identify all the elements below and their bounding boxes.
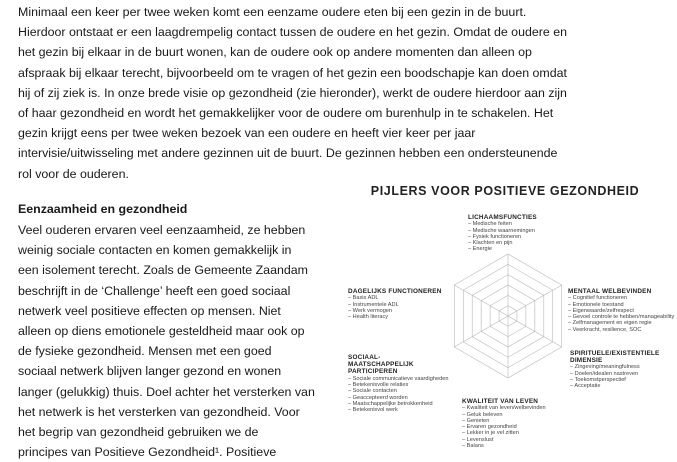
pillar-item: – Gevoel controle te hebben/manageability [568,314,675,321]
pillar-spirituele-dimensie [570,350,662,390]
pillar-title: SOCIAAL- MAATSCHAPPELIJK PARTICIPEREN [348,354,414,376]
pillar-sociaal-maatschappelijk [348,354,448,413]
pillar-title: KWALITEIT VAN LEVEN [462,398,539,405]
intro-line: afspraak bij elkaar terecht, bijvoorbeeld om te vragen of het gezin een boodschapje kan doen omdat [18,65,567,80]
pillar-item: – Geluk beleven [462,411,503,418]
figure-title: PIJLERS VOOR POSITIEVE GEZONDHEID [370,184,640,198]
section-paragraph [18,220,338,462]
pillar-item: – Energie [468,246,492,253]
section-line: principes van Positieve Gezondheid¹. Positieve [18,445,277,460]
pillar-item: – Instrumentele ADL [348,301,399,308]
pillar-item: – Emotionele toestand [568,301,624,308]
section-line: het netwerk is het versterken van gezondheid. Voor [18,404,300,419]
positive-health-figure [340,178,675,462]
intro-line: Minimaal een keer per twee weken komt een eenzame oudere eten bij een gezin in de buurt. [18,5,527,19]
intro-line: Hierdoor ontstaat er een laagdrempelig contact tussen de oudere en het gezin. Omdat de oudere en [18,25,567,40]
section-line: de fysieke gezondheid. Mensen met een goed [18,344,272,359]
pillar-item: – Acceptatie [570,383,601,390]
pillar-item: – Betekenisvolle relaties [348,381,409,388]
section-line: langer (gelukkig) thuis. Doel achter het versterken van [18,384,315,399]
intro-line: het gezin bij elkaar in de buurt wonen, kan de oudere ook op andere momenten dan alleen op [18,45,532,60]
pillar-item: – Klachten en pijn [468,240,513,247]
pillar-item: – Sociale contacten [348,388,397,395]
section-line: netwerk veel positieve effecten op mensen. Niet [18,303,281,318]
section-line: beschrijft in de ‘Challenge’ heeft een goed sociaal [18,283,291,298]
pillar-item: – Basis ADL [348,295,379,302]
intro-line: rol voor de ouderen. [18,166,129,181]
pillar-item: – Maatschappelijke betrokkenheid [348,400,433,407]
pillar-kwaliteit-van-leven [462,398,546,449]
pillar-item: – Geaccepteerd worden [348,394,408,401]
intro-line: gezin krijgt eens per twee weken bezoek van een oudere en heeft vier keer per jaar [18,126,476,141]
pillar-item: – Doelen/idealen nastreven [570,370,639,377]
pillar-item: – Medische feiten [468,221,512,228]
pillar-item: – Cognitief functioneren [568,295,628,302]
pillar-item: – Sociale communicatieve vaardigheden [348,375,449,382]
intro-line: hij of zij ziek is. In onze brede visie op gezondheid (zie hieronder), werkt de oudere hierdoor aan zijn [18,85,567,100]
pillar-dagelijks-functioneren [348,288,442,320]
intro-line: intervisie/uitwisseling met andere gezinnen uit de buurt. De gezinnen hebben een ondersteunende [18,146,558,161]
pillar-item: – Ervaren gezondheid [462,424,517,431]
pillar-item: – Genieten [462,417,490,424]
pillar-item: – Toekomstperspectief [570,377,626,383]
pillar-title: LICHAAMSFUNCTIES [468,214,537,221]
pillar-item: – Levenslust [462,436,494,443]
pillar-mentaal-welbevinden [568,288,674,333]
pillar-item: – Fysiek functioneren [468,233,522,240]
section-line: een isolement terecht. Zoals de Gemeente Zaandam [18,263,308,278]
intro-line: of haar gezondheid en wordt het gemakkelijker voor de oudere om burenhulp in te schakelen. Het [18,105,554,120]
pillar-item: – Lekker in je vel zitten [462,430,519,437]
pillar-item: – Werk vermogen [348,307,393,314]
pillar-lichaamsfuncties [468,214,537,253]
pillar-item: – Kwaliteit van leven/welbevinden [462,405,546,412]
pillar-item: – Balans [462,442,484,449]
pillar-item: – Veerkracht, resilience, SOC [568,326,642,333]
section-heading: Eenzaamheid en gezondheid [18,202,188,216]
pillar-title: DAGELIJKS FUNCTIONEREN [348,288,442,295]
pillar-title: SPIRITUELE/EXISTENTIELE DIMENSIE [570,350,660,365]
section-line: alleen op diens emotionele gesteldheid maar ook op [18,323,305,338]
section-line: het begrip van gezondheid gebruiken we de [18,424,259,439]
pillar-item: – Eigenwaarde/zelfrespect [568,307,634,314]
pillar-item: – Medische waarnemingen [468,227,535,234]
section-line: Veel ouderen ervaren veel eenzaamheid, ze hebben [18,223,306,237]
intro-paragraph [18,2,668,184]
section-line: weinig sociale contacten en komen gemakkelijk in [18,243,292,258]
radar-web [454,254,561,378]
pillar-item: – Zingeving/meaningfulness [570,364,640,371]
pillar-title: MENTAAL WELBEVINDEN [568,288,652,295]
pillar-item: – Betekenisvol werk [348,407,398,414]
pillar-item: – Health literacy [348,314,389,321]
section-line: sociaal netwerk blijven langer gezond en wonen [18,364,282,379]
pillar-item: – Zelfmanagement en eigen regie [568,320,652,327]
